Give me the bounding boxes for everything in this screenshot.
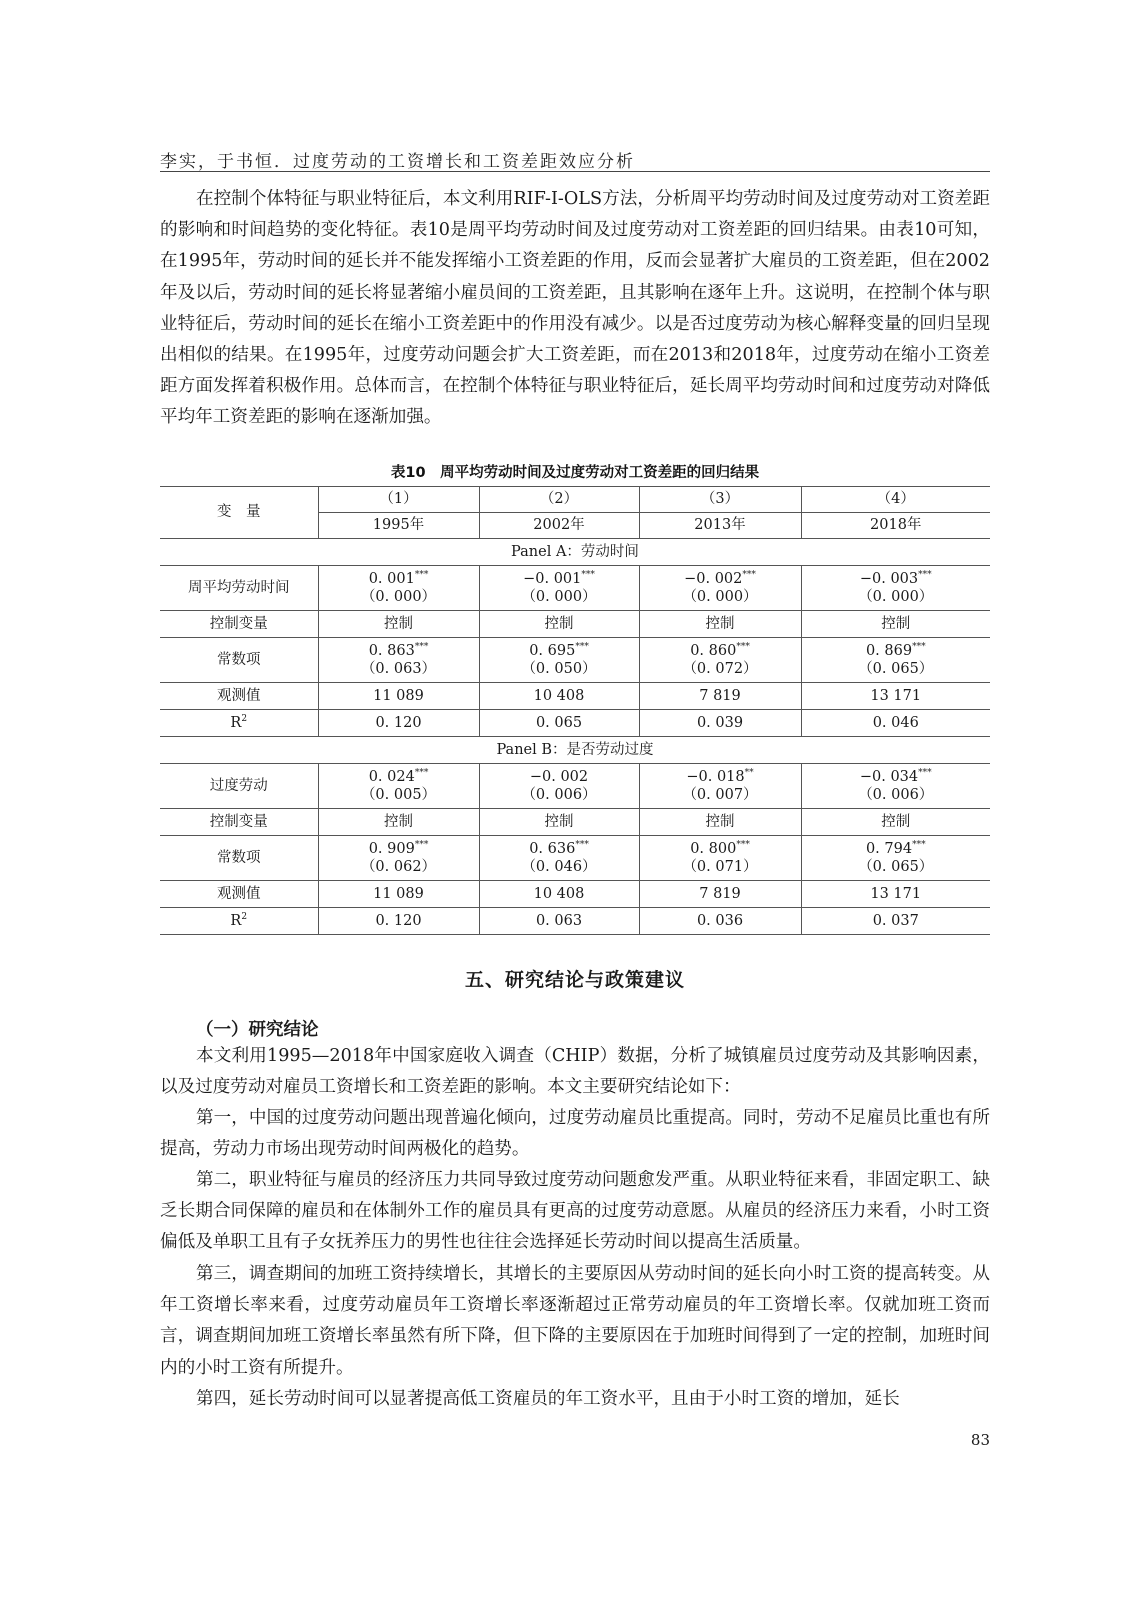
panel-row xyxy=(160,539,990,566)
coefficient xyxy=(480,768,639,786)
coefficient xyxy=(319,840,479,858)
significance-stars: *** xyxy=(918,768,932,778)
table-body xyxy=(160,487,990,935)
significance-stars: *** xyxy=(736,840,750,850)
table-cell xyxy=(318,638,479,683)
coefficient-value: 0. 695 xyxy=(529,643,576,659)
cell-value: 11 089 xyxy=(318,683,479,710)
table-cell xyxy=(318,566,479,611)
table-row xyxy=(160,611,990,638)
coefficient-value: 0. 024 xyxy=(368,769,415,785)
col-number: （3） xyxy=(639,487,801,513)
row-label xyxy=(160,611,318,638)
row-label xyxy=(160,836,318,881)
row-label-text: R xyxy=(230,714,242,731)
significance-stars: *** xyxy=(414,570,429,580)
cell-value: 0. 065 xyxy=(479,710,639,737)
table-row xyxy=(160,764,990,809)
col-year: 2013年 xyxy=(639,513,801,539)
paragraph-conclusion-2: 第二，职业特征与雇员的经济压力共同导致过度劳动问题愈发严重。从职业特征来看，非固定职工、缺乏长期合同保障的雇员和在体制外工作的雇员具有更高的过度劳动意愿。从雇员的经济压力来看，小时工资偏低及单职工且有子女抚养压力的男性也往往会选择延长劳动时间以提高生活质量。 xyxy=(160,1170,990,1253)
coefficient-value: −0. 018 xyxy=(686,769,745,785)
table-row xyxy=(160,809,990,836)
row-label-text: 控制变量 xyxy=(209,813,268,830)
paragraph-conclusion-3: 第三，调查期间的加班工资持续增长，其增长的主要原因从劳动时间的延长向小时工资的提高转变。从年工资增长率来看，过度劳动雇员年工资增长率逐渐超过正常劳动雇员的年工资增长率。仅就加班工资而言，调查期间加班工资增长率虽然有所下降，但下降的主要原因在于加班时间得到了一定的控制，加班时间内的小时工资有所提升。 xyxy=(160,1264,990,1378)
standard-error: （0. 000） xyxy=(858,589,934,605)
cell-value: 控制 xyxy=(479,611,639,638)
coefficient-value: −0. 002 xyxy=(684,571,743,587)
row-label xyxy=(160,764,318,809)
row-label-sup: 2 xyxy=(241,713,248,724)
cell-value: 0. 120 xyxy=(318,710,479,737)
cell-value: 0. 120 xyxy=(318,908,479,935)
table-row xyxy=(160,908,990,935)
significance-stars: *** xyxy=(414,642,429,652)
table-cell xyxy=(479,764,639,809)
table-cell xyxy=(801,638,990,683)
standard-error: （0. 000） xyxy=(360,589,437,605)
coefficient xyxy=(640,768,801,786)
standard-error: （0. 005） xyxy=(360,787,437,803)
coefficient xyxy=(480,642,639,660)
panel-title: Panel A：劳动时间 xyxy=(160,539,990,566)
paragraph-conclusion-intro: 本文利用1995—2018年中国家庭收入调查（CHIP）数据，分析了城镇雇员过度劳动及其影响因素，以及过度劳动对雇员工资增长和工资差距的影响。本文主要研究结论如下： xyxy=(160,1046,990,1098)
coefficient xyxy=(480,570,639,588)
table-cell xyxy=(479,836,639,881)
row-label xyxy=(160,566,318,611)
row-label-text: 观测值 xyxy=(217,687,261,704)
standard-error: （0. 072） xyxy=(682,661,758,677)
significance-stars: *** xyxy=(742,570,756,580)
coefficient xyxy=(319,642,479,660)
col-year: 2018年 xyxy=(801,513,990,539)
panel-title: Panel B：是否劳动过度 xyxy=(160,737,990,764)
row-label-text: R xyxy=(230,912,242,929)
row-label xyxy=(160,683,318,710)
header-rule xyxy=(160,171,990,172)
col-year: 2002年 xyxy=(479,513,639,539)
page-number: 83 xyxy=(970,1431,990,1449)
standard-error: （0. 062） xyxy=(360,859,437,875)
cell-value: 13 171 xyxy=(801,881,990,908)
cell-value: 控制 xyxy=(801,809,990,836)
paragraph-conclusion-1: 第一，中国的过度劳动问题出现普遍化倾向，过度劳动雇员比重提高。同时，劳动不足雇员比重也有所提高，劳动力市场出现劳动时间两极化的趋势。 xyxy=(160,1108,990,1160)
row-label xyxy=(160,881,318,908)
coefficient xyxy=(640,642,801,660)
row-label xyxy=(160,710,318,737)
standard-error: （0. 000） xyxy=(682,589,758,605)
table-cell xyxy=(318,836,479,881)
row-label-text: 常数项 xyxy=(217,849,261,866)
cell-value: 控制 xyxy=(639,809,801,836)
standard-error: （0. 006） xyxy=(858,787,934,803)
row-label-text: 观测值 xyxy=(217,885,261,902)
standard-error: （0. 065） xyxy=(858,859,934,875)
cell-value: 13 171 xyxy=(801,683,990,710)
regression-table xyxy=(160,486,990,935)
row-label-text: 控制变量 xyxy=(209,615,268,632)
cell-value: 10 408 xyxy=(479,683,639,710)
variable-header: 变 量 xyxy=(160,487,318,539)
coefficient xyxy=(640,840,801,858)
coefficient-value: 0. 909 xyxy=(368,841,415,857)
col-year: 1995年 xyxy=(318,513,479,539)
table-cell xyxy=(639,764,801,809)
coefficient xyxy=(319,768,479,786)
cell-value: 0. 063 xyxy=(479,908,639,935)
subsection-title: （一）研究结论 xyxy=(196,1020,319,1040)
table-row xyxy=(160,566,990,611)
coefficient-value: 0. 001 xyxy=(368,571,415,587)
row-label xyxy=(160,638,318,683)
row-label-text: 周平均劳动时间 xyxy=(188,579,290,596)
row-label xyxy=(160,809,318,836)
table-title: 表10 周平均劳动时间及过度劳动对工资差距的回归结果 xyxy=(390,465,760,481)
table-cell xyxy=(801,764,990,809)
cell-value: 0. 039 xyxy=(639,710,801,737)
significance-stars: *** xyxy=(912,642,926,652)
cell-value: 控制 xyxy=(479,809,639,836)
significance-stars: *** xyxy=(575,840,589,850)
cell-value: 控制 xyxy=(318,611,479,638)
coefficient-value: −0. 003 xyxy=(859,571,919,587)
table-cell xyxy=(801,836,990,881)
coefficient-value: −0. 002 xyxy=(529,769,589,785)
row-label-text: 常数项 xyxy=(217,651,261,668)
table-cell xyxy=(639,836,801,881)
table-cell xyxy=(479,638,639,683)
coefficient xyxy=(640,570,801,588)
coefficient xyxy=(319,570,479,588)
coefficient-value: 0. 636 xyxy=(529,841,576,857)
standard-error: （0. 065） xyxy=(858,661,934,677)
standard-error: （0. 071） xyxy=(682,859,758,875)
table-row xyxy=(160,683,990,710)
col-number: （2） xyxy=(479,487,639,513)
cell-value: 控制 xyxy=(639,611,801,638)
coefficient-value: 0. 869 xyxy=(865,643,913,659)
table-cell xyxy=(801,566,990,611)
coefficient-value: 0. 794 xyxy=(865,841,913,857)
table-row xyxy=(160,836,990,881)
paragraph-conclusion-4: 第四，延长劳动时间可以显著提高低工资雇员的年工资水平，且由于小时工资的增加，延长 xyxy=(196,1389,900,1409)
row-label xyxy=(160,908,318,935)
cell-value: 7 819 xyxy=(639,881,801,908)
paragraph-intro: 在控制个体特征与职业特征后，本文利用RIF-I-OLS方法，分析周平均劳动时间及过度劳动对工资差距的影响和时间趋势的变化特征。表10是周平均劳动时间及过度劳动对工资差距的回归结果。由表10可知，在1995年，劳动时间的延长并不能发挥缩小工资差距的作用，反而会显著扩大雇员的工资差距，但在2002年及以后，劳动时间的延长将显著缩小雇员间的工资差距，且其影响在逐年上升。这说明，在控制个体与职业特征后，劳动时间的延长在缩小工资差距中的作用没有减少。以是否过度劳动为核心解释变量的回归呈现出相似的结果。在1995年，过度劳动问题会扩大工资差距，而在2013和2018年，过度劳动在缩小工资差距方面发挥着积极作用。总体而言，在控制个体特征与职业特征后，延长周平均劳动时间和过度劳动对降低平均年工资差距的影响在逐渐加强。 xyxy=(160,189,990,428)
table-cell xyxy=(639,566,801,611)
coefficient xyxy=(802,570,991,588)
significance-stars: *** xyxy=(918,570,932,580)
coefficient xyxy=(802,642,991,660)
cell-value: 7 819 xyxy=(639,683,801,710)
significance-stars: *** xyxy=(414,768,429,778)
coefficient xyxy=(480,840,639,858)
coefficient-value: −0. 034 xyxy=(859,769,919,785)
cell-value: 控制 xyxy=(318,809,479,836)
cell-value: 10 408 xyxy=(479,881,639,908)
coefficient-value: 0. 860 xyxy=(690,643,737,659)
table-cell xyxy=(639,638,801,683)
row-label-text: 过度劳动 xyxy=(209,777,268,794)
section-title: 五、研究结论与政策建议 xyxy=(464,969,685,991)
table-cell xyxy=(318,764,479,809)
cell-value: 控制 xyxy=(801,611,990,638)
standard-error: （0. 006） xyxy=(521,787,597,803)
significance-stars: *** xyxy=(414,840,429,850)
significance-stars: ** xyxy=(744,768,754,778)
coefficient-value: 0. 863 xyxy=(368,643,415,659)
cell-value: 0. 046 xyxy=(801,710,990,737)
running-head: 李实，于书恒．过度劳动的工资增长和工资差距效应分析 xyxy=(160,152,635,172)
standard-error: （0. 046） xyxy=(521,859,597,875)
row-label-sup: 2 xyxy=(241,911,248,922)
standard-error: （0. 007） xyxy=(682,787,758,803)
table-row xyxy=(160,710,990,737)
cell-value: 11 089 xyxy=(318,881,479,908)
significance-stars: *** xyxy=(581,570,595,580)
coefficient-value: −0. 001 xyxy=(523,571,582,587)
coefficient-value: 0. 800 xyxy=(690,841,737,857)
col-number: （4） xyxy=(801,487,990,513)
table-cell xyxy=(479,566,639,611)
standard-error: （0. 050） xyxy=(521,661,597,677)
table-row xyxy=(160,638,990,683)
panel-row xyxy=(160,737,990,764)
significance-stars: *** xyxy=(575,642,589,652)
standard-error: （0. 000） xyxy=(521,589,597,605)
standard-error: （0. 063） xyxy=(360,661,437,677)
coefficient xyxy=(802,768,991,786)
significance-stars: *** xyxy=(912,840,926,850)
cell-value: 0. 036 xyxy=(639,908,801,935)
col-number: （1） xyxy=(318,487,479,513)
significance-stars: *** xyxy=(736,642,750,652)
header-row-numbers xyxy=(160,487,990,513)
table-row xyxy=(160,881,990,908)
cell-value: 0. 037 xyxy=(801,908,990,935)
coefficient xyxy=(802,840,991,858)
